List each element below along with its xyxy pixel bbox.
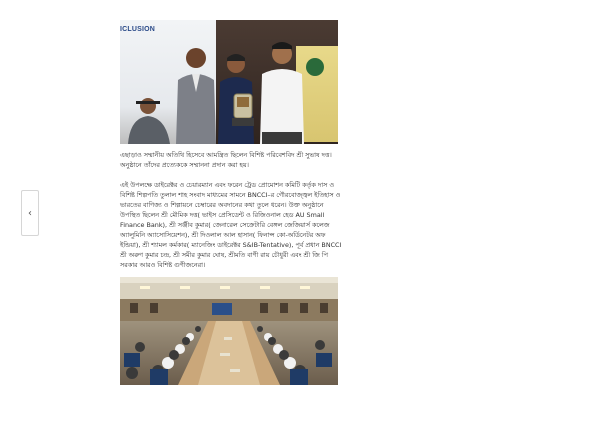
guest-grey-suit (168, 44, 220, 144)
previous-slide-button[interactable] (21, 190, 39, 236)
conference-scene (120, 277, 338, 385)
seated-guest (124, 94, 174, 144)
body-paragraph: এই উপলক্ষে ডাইরেক্টর ও চেয়ারম্যান এবং ফরেন ট্রেড প্রোমোশন কমিটি কর্তৃক দাস ও বিশিষ্ট শিল্পপতি তুলাল শাহ সংবাদ মাধ্যমের সামনে BNCCI–র গৌরবোজ্জ্বল ইতিহাস ও ভারতের বাণিজ্য ও শিল্পায়নে চেম্বারের অবদানের কথা তুলে ধরেন। উক্ত অনুষ্ঠানে উপস্থিত ছিলেন শ্রী মৌমিক দত্ত( ভাইস প্রেসিডেন্ট ও রিজিওনাল হেড AU Small Finance Bank), শ্রী সঞ্জীব কুমার( জেনারেল সেক্রেটারি বেঙ্গল জেজিয়ার্স কলেজ অ্যালুমিনি অ্যাসোসিয়েশন), শ্রী দিওলাল আল হাসান( ফিনান্স কো-অর্ডিনেটর অফ ইন্ডিয়া), শ্রী শ্যামল কর্মকার( ম্যানেজিং ডাইরেক্টর S&IB-Tentative), পূর্ব প্রধান BNCCI শ্রী অরুণ কুমার চন্দ্র, শ্রী সমীর কুমার ঘোষ, শ্রীমতি বাণী রায় চৌধুরী এবং শ্রী জি পি সরকার আরও বিশিষ্ট গুণীজনেরা। (120, 181, 342, 269)
chevron-left-icon: ‹ (28, 207, 32, 219)
tree-logo-icon (306, 58, 324, 76)
guest-white-shirt (256, 40, 308, 144)
caption-paragraph: এছাড়াও সম্মানীয় অতিথি হিসেবে আমন্ত্রিত ছিলেন বিশিষ্ট পরিবেশবিদ শ্রী সুভাষ দত্ত। অনুষ্ঠানে তাঁদের প্রত্যেককে সম্মাননা প্রদান করা হয়। (120, 151, 332, 169)
award-presentation-photo (120, 20, 338, 144)
award-trophy (230, 92, 256, 128)
backdrop-brand-text: ICLUSION (120, 26, 156, 33)
meeting-room-photo (120, 277, 338, 385)
